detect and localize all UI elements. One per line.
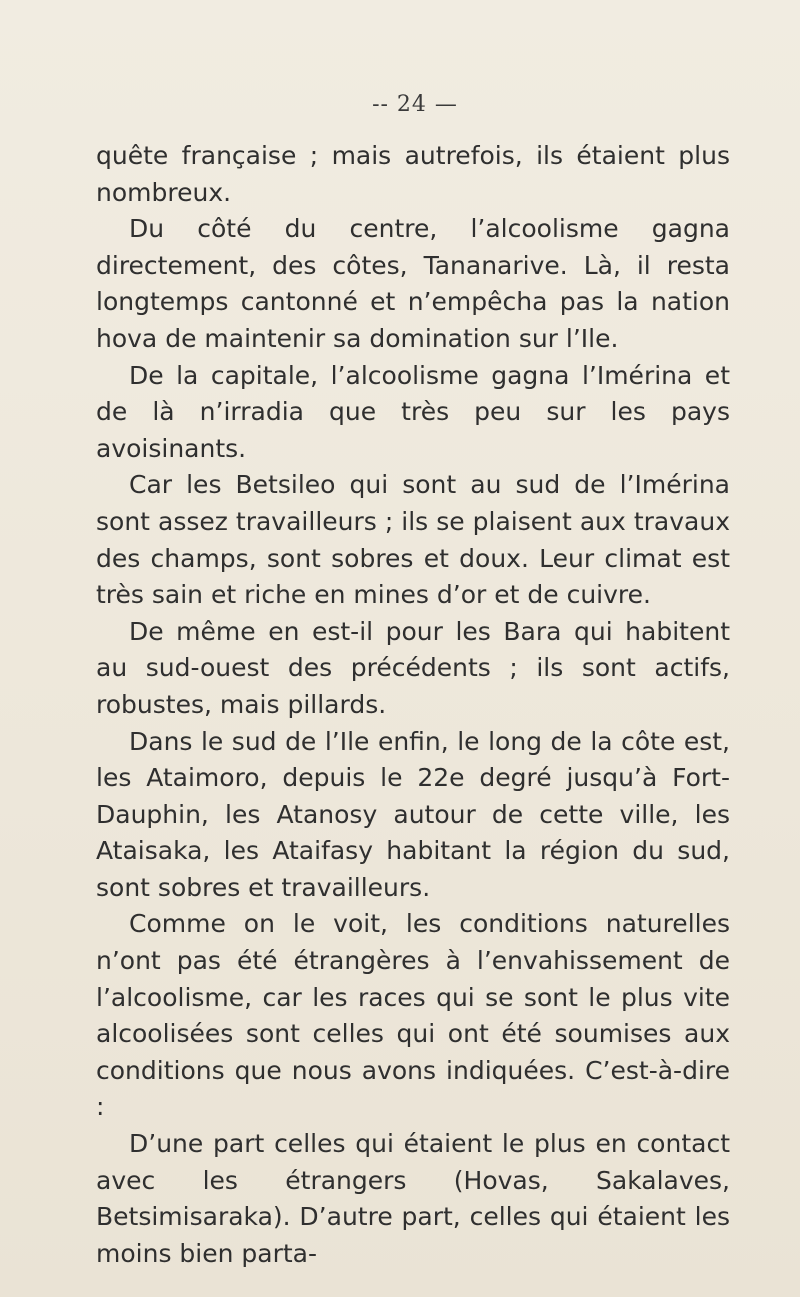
paragraph-4: Car les Betsileo qui sont au sud de l’Imérina sont assez travailleurs ; ils se plaisent aux travaux des champs, sont sobres et doux. Leur climat est très sain et riche en mines d’or et de cuivre. xyxy=(96,470,730,610)
paragraph-5: De même en est-il pour les Bara qui habitent au sud-ouest des précédents ; ils sont actifs, robustes, mais pillards. xyxy=(96,616,730,719)
paragraph-8: D’une part celles qui étaient le plus en contact avec les étrangers (Hovas, Sakalaves, Betsimisaraka). D’autre part, celles qui étaient les moins bien parta- xyxy=(96,1129,730,1268)
body-text xyxy=(96,138,730,1272)
paragraph-1: quête française ; mais autrefois, ils étaient plus nombreux. xyxy=(96,141,730,207)
paragraph-7: Comme on le voit, les conditions naturelles n’ont pas été étrangères à l’envahissement de l’alcoolisme, car les races qui se sont le plus vite alcoolisées sont celles qui ont été soumises aux conditions que nous avons indiquées. C’est-à-dire : xyxy=(96,909,730,1122)
paragraph-3: De la capitale, l’alcoolisme gagna l’Imérina et de là n’irradia que très peu sur les pays avoisinants. xyxy=(96,360,730,463)
paragraph-6: Dans le sud de l’Ile enfin, le long de la côte est, les Ataimoro, depuis le 22e degré jusqu’à Fort-Dauphin, les Atanosy autour de cette ville, les Ataisaka, les Ataifasy habitant la région du sud, sont sobres et travailleurs. xyxy=(96,726,730,902)
paragraph-2: Du côté du centre, l’alcoolisme gagna directement, des côtes, Tananarive. Là, il resta longtemps cantonné et n’empêcha pas la nation hova de maintenir sa domination sur l’Ile. xyxy=(96,214,730,353)
page-number: -- 24 — xyxy=(372,92,458,117)
